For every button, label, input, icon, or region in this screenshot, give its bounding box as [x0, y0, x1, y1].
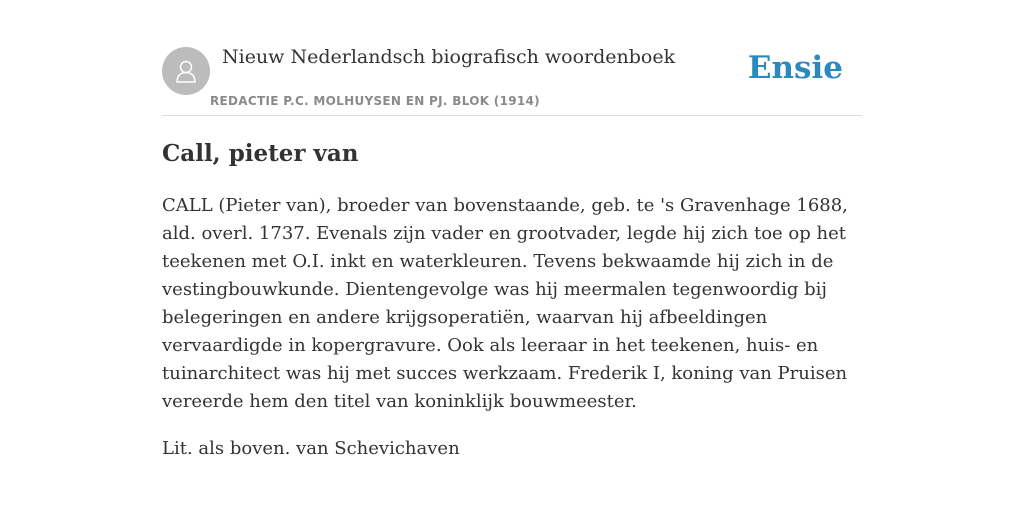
- ensie-logo[interactable]: Ensie: [747, 50, 843, 86]
- source-editors: REDACTIE P.C. MOLHUYSEN EN PJ. BLOK (1914): [210, 94, 540, 108]
- entry-literature: Lit. als boven. van Schevichaven: [162, 438, 460, 459]
- source-header: [162, 40, 862, 116]
- entry-body: CALL (Pieter van), broeder van bovenstaande, geb. te 's Gravenhage 1688, ald. overl. 1737. Evenals zijn vader en grootvader, legde hij zich toe op het teekenen met O.I. inkt en waterkleuren. Tevens bekwaamde hij zich in de vestingbouwkunde. Dientengevolge was hij meermalen tegenwoordig bij belegeringen en andere krijgsoperatiën, waarvan hij afbeeldingen vervaardigde in kopergravure. Ook als leeraar in het teekenen, huis- en tuinarchitect was hij met succes werkzaam. Frederik I, koning van Pruisen vereerde hem den titel van koninklijk bouwmeester.: [162, 195, 848, 412]
- source-book-title[interactable]: Nieuw Nederlandsch biografisch woordenboek: [222, 46, 676, 68]
- avatar: [162, 47, 210, 95]
- entry-title: Call, pieter van: [162, 140, 359, 167]
- user-silhouette-icon: [172, 57, 200, 85]
